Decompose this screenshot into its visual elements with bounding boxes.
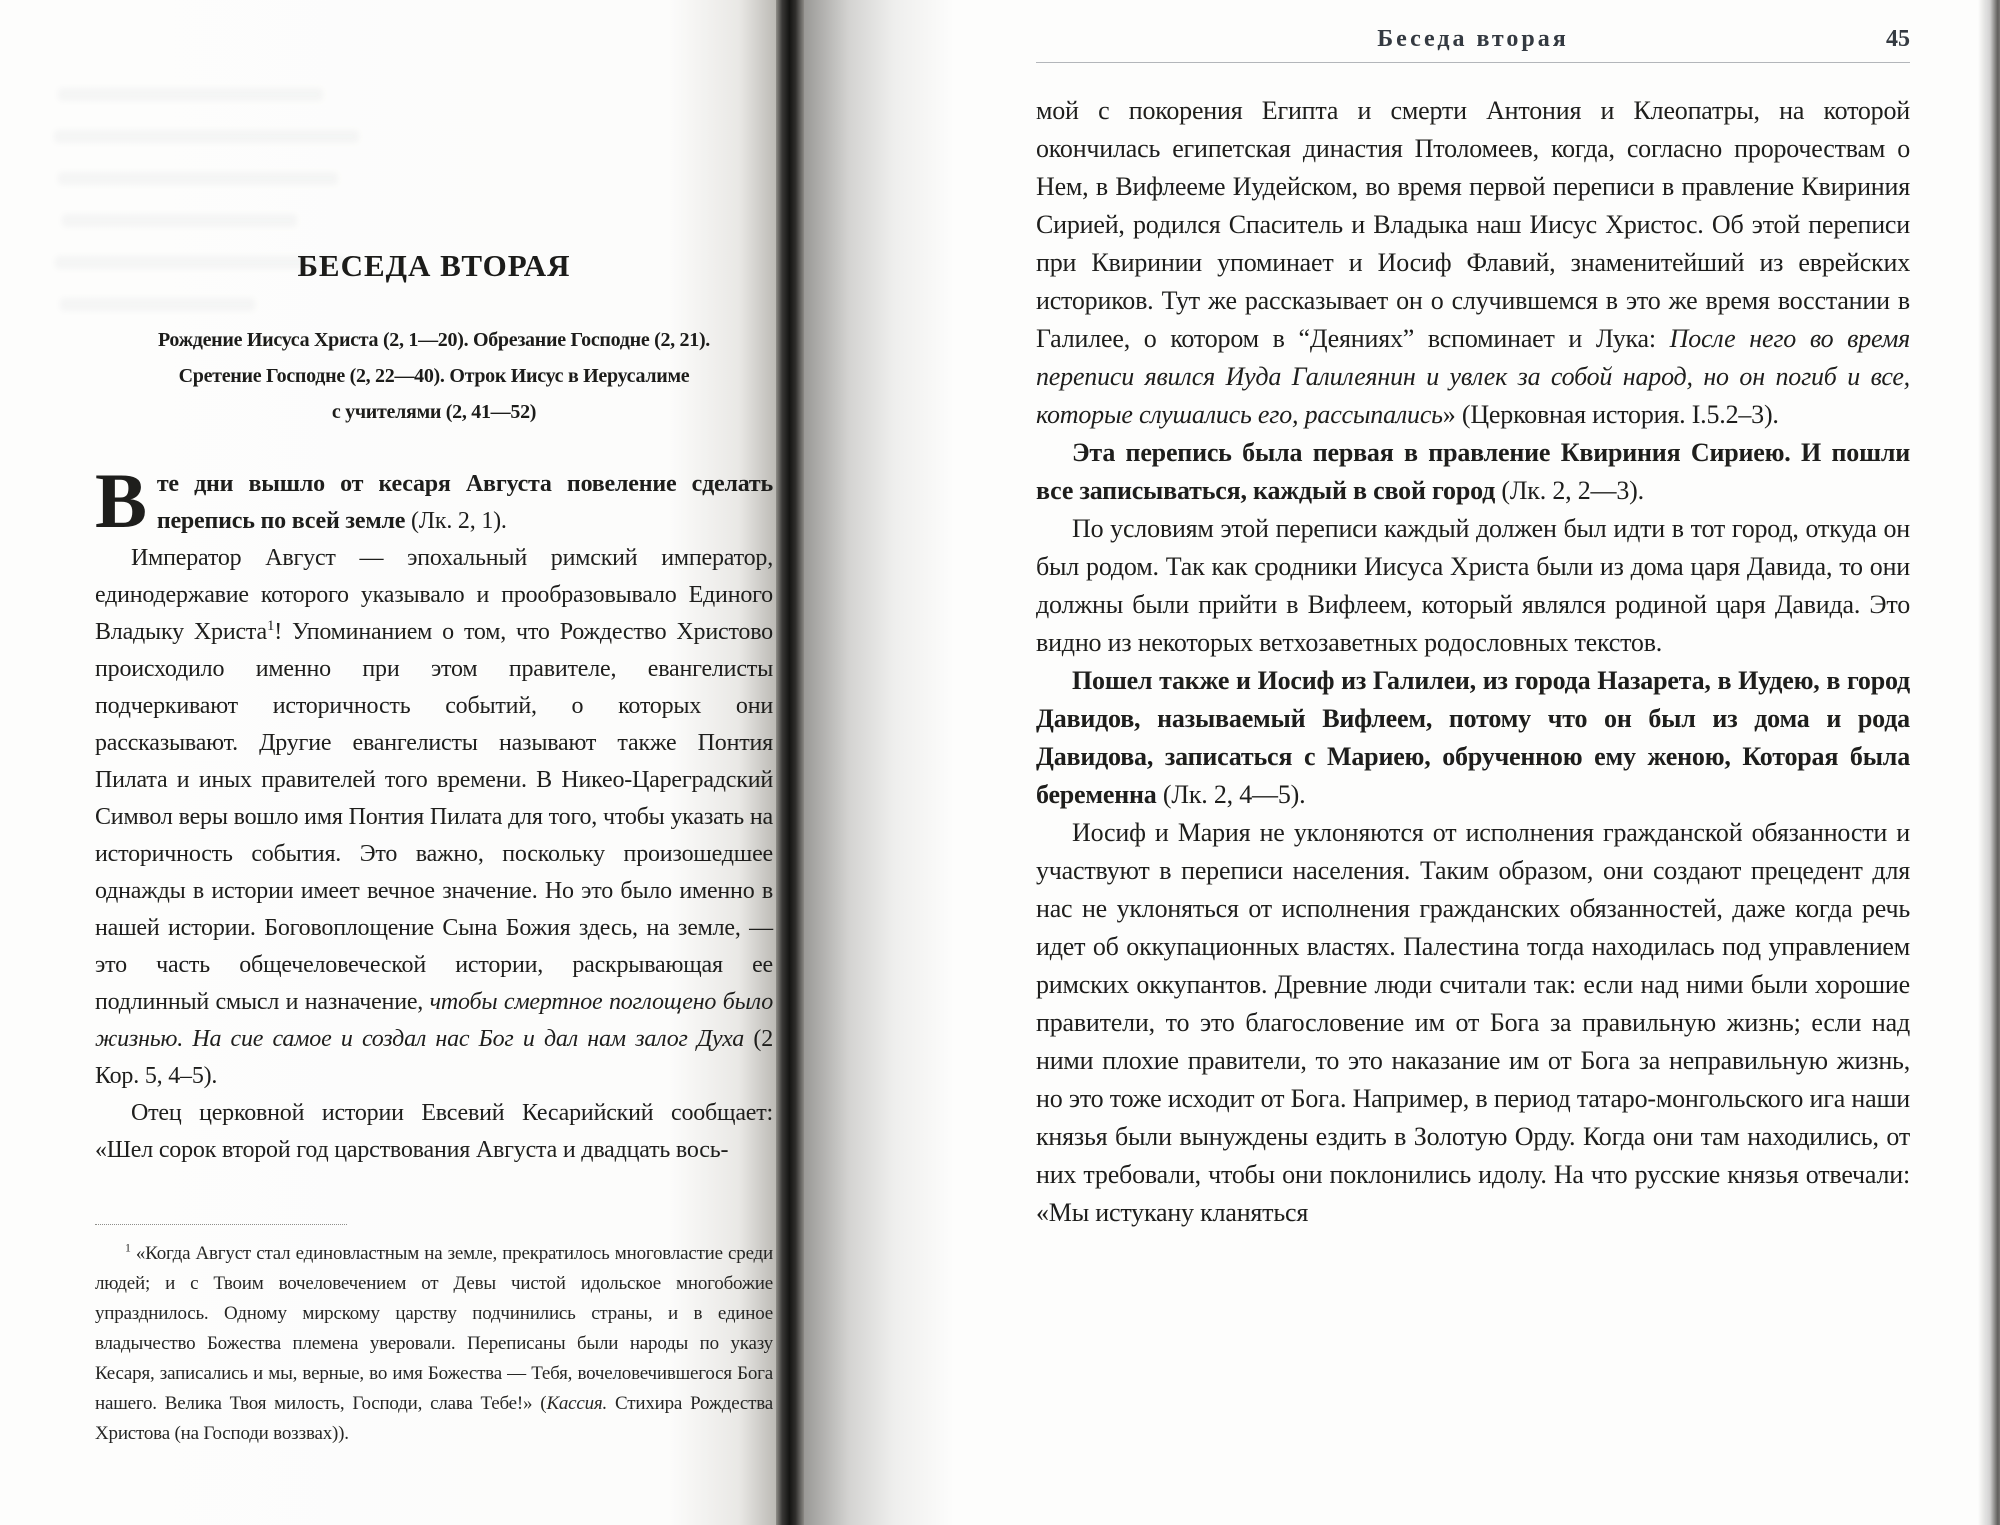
header-rule [1036,62,1910,63]
body-paragraph: Пошел также и Иосиф из Галилеи, из города Назарета, в Иудею, в город Давидов, называемый Вифлеем, потому что он был из дома и рода Давидова, записаться с Мариею, обрученною ему женою, Которая была беременна (Лк. 2, 4—5). [1036,666,1910,809]
running-header: Беседа вторая [1377,26,1569,52]
body-paragraph: мой с покорения Египта и смерти Антония и Клеопатры, на которой окончилась египетская династия Птоломеев, когда, согласно пророчествам о Нем, в Вифлееме Иудейском, во время первой переписи в правление Квириния Сирией, родился Спаситель и Владыка наш Иисус Христос. Об этой переписи при Квиринии упоминает и Иосиф Флавий, знаменитейший из еврейских историков. Тут же рассказывает он о случившемся в это же время восстании в Галилее, о котором в “Деяниях” вспоминает и Лука: После него во время переписи явился Иуда Галилеянин и увлек за собой народ, но он погиб и все, которые слушались его, рассыпались» (Церковная история. I.5.2–3). [1036,96,1910,429]
footnote: $^1$ «Когда Август стал единовластным на земле, прекратилось многовластие среди людей; и с Твоим вочеловечением от Девы чистой идольское многобожие упразднилось. Одному мирскому царству подчинились страны, и в единое владычество Божества племена уверовали. Переписаны были народы по указу Кесаря, записались и мы, верные, во имя Божества — Тебя, вочеловечившегося Бога нашего. Велика Твоя милость, Господи, слава Тебе!» (Кассия. Стихира Рождества Христова (на Господи воззвах)). [95,1241,774,1444]
body-paragraph [95,457,773,544]
right-page [804,0,1986,1525]
body-paragraph: По условиям этой переписи каждый должен был идти в тот город, откуда он был родом. Так как сродники Иисуса Христа были из дома царя Давида, то они должны были прийти в Вифлеем, который являлся родиной царя Давида. Это видно из некоторых ветхозаветных родословных текстов. [1036,514,1910,657]
right-page-body [1036,92,1910,1232]
chapter-title: БЕСЕДА ВТОРАЯ [297,248,571,283]
body-paragraph: Император Август — эпохальный римский император, единодержавие которого указывало и прообразовывало Единого Владыку Христа$^1$! Упоминанием о том, что Рождество Христово происходило именно при этом правителе, евангелисты подчеркивают историчность событий, о которых они рассказывают. Другие евангелисты называют также Понтия Пилата и иных правителей того времени. В Никео-Цареградский Символ веры вошло имя Понтия Пилата для того, чтобы указать на историчность события. Это важно, поскольку произошедшее однажды в истории имеет вечное значение. Но это было именно в нашей истории. Боговоплощение Сына Божия здесь, на земле, — это часть общечеловеческой истории, раскрывающая ее подлинный смысл и назначение, чтобы смертное поглощено было жизнью. На сие самое и создал нас Бог и дал нам залог Духа (2 Кор. 5, 4–5). [95,545,773,1089]
page-edge-shadow [1978,0,2000,1525]
page-number: 45 [1886,26,1910,52]
chapter-subtitle-line: с учителями (2, 41—52) [331,401,537,423]
drop-cap: В [95,457,147,544]
body-paragraph: Отец церковной истории Евсевий Кесарийский сообщает: «Шел сорок второй год царствования Августа и двадцать вось- [95,1100,773,1163]
body-paragraph: Эта перепись была первая в правление Квириния Сириею. И пошли все записываться, каждый в свой город (Лк. 2, 2—3). [1036,438,1910,505]
left-page-body [95,457,773,1169]
book-spine-gutter [776,0,804,1525]
chapter-subtitle-line: Сретение Господне (2, 22—40). Отрок Иисус в Иерусалиме [178,365,690,387]
chapter-subtitle-line: Рождение Иисуса Христа (2, 1—20). Обрезание Господне (2, 21). [157,329,711,351]
running-header-row [1036,26,1910,58]
footnote-rule [95,1224,347,1225]
left-page [0,0,778,1525]
body-paragraph: Иосиф и Мария не уклоняются от исполнения гражданской обязанности и участвуют в переписи населения. Таким образом, они создают прецедент для нас не уклоняться от исполнения гражданских обязанностей, даже когда речь идет об оккупационных властях. Палестина тогда находилась под управлением римских оккупантов. Древние люди считали так: если над ними были хорошие правители, то это благословение им от Бога за правильную жизнь; если над ними плохие правители, то это наказание им от Бога за неправильную жизнь, но это тоже исходит от Бога. Например, в период татаро-монгольского ига наши князья были вынуждены ездить в Золотую Орду. Когда они там находились, от них требовали, чтобы они поклонились идолу. На что русские князья отвечали: «Мы истукану кланяться [1036,818,1910,1227]
paragraph-text: те дни вышло от кесаря Августа повеление сделать перепись по всей земле (Лк. 2, 1). [156,471,773,534]
right-page-content [1036,0,1910,1525]
footnote-block [95,1224,773,1449]
left-page-content [95,0,773,1525]
chapter-subtitle [95,322,773,430]
